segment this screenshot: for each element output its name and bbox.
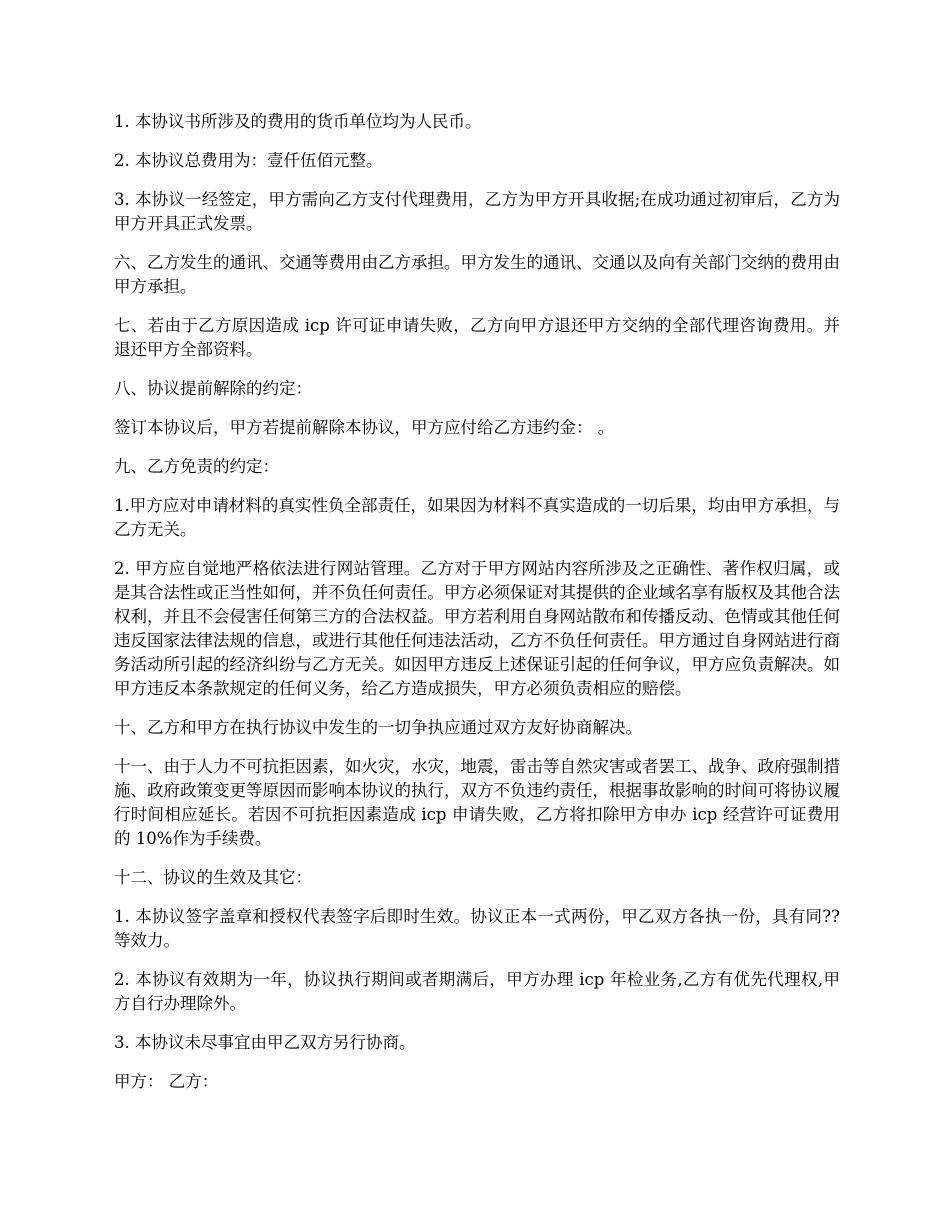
document-page [114,110,840,1109]
clause-total-fee: 2. 本协议总费用为：壹仟伍佰元整。 [114,151,383,170]
section-nine-heading: 九、乙方免责的约定： [114,457,279,476]
clause-early-termination: 签订本协议后，甲方若提前解除本协议，甲方应付给乙方违约金： 。 [114,418,615,437]
signature-line: 甲方： 乙方： [114,1072,219,1091]
section-eleven-force-majeure: 十一、由于人力不可抗拒因素，如火灾，水灾，地震，雷击等自然灾害或者罢工、战争、政府强制措施、政府政策变更等原因而影响本协议的执行，双方不负违约责任，根据事故影响的时间可将协议履行时间相应延长。若因不可抗拒因素造成 icp 申请失败，乙方将扣除甲方申办 icp 经营许可证费用的 10%作为手续费。 [114,757,840,848]
clause-payment-invoice: 3. 本协议一经签定，甲方需向乙方支付代理费用，乙方为甲方开具收据;在成功通过初审后，乙方为甲方开具正式发票。 [114,190,840,233]
section-eight-heading: 八、协议提前解除的约定： [114,379,312,398]
clause-validity-period: 2. 本协议有效期为一年，协议执行期间或者期满后，甲方办理 icp 年检业务,乙方有优先代理权,甲方自行办理除外。 [114,970,840,1013]
clause-currency: 1. 本协议书所涉及的费用的货币单位均为人民币。 [114,112,482,131]
clause-effectiveness: 1. 本协议签字盖章和授权代表签字后即时生效。协议正本一式两份，甲乙双方各执一份，具有同??等效力。 [114,907,840,950]
clause-other-matters: 3. 本协议未尽事宜由甲乙双方另行协商。 [114,1033,416,1052]
section-seven-refund: 七、若由于乙方原因造成 icp 许可证申请失败，乙方向甲方退还甲方交纳的全部代理咨询费用。并退还甲方全部资料。 [114,316,840,359]
section-ten-disputes: 十、乙方和甲方在执行协议中发生的一切争执应通过双方友好协商解决。 [114,718,642,737]
section-twelve-heading: 十二、协议的生效及其它： [114,868,312,887]
clause-website-management: 2. 甲方应自觉地严格依法进行网站管理。乙方对于甲方网站内容所涉及之正确性、著作权归属，或是其合法性或正当性如何，并不负任何责任。甲方必须保证对其提供的企业域名享有版权及其他合法权利，并且不会侵害任何第三方的合法权益。甲方若利用自身网站散布和传播反动、色情或其他任何违反国家法律法规的信息，或进行其他任何违法活动，乙方不负任何责任。甲方通过自身网站进行商务活动所引起的经济纠纷与乙方无关。如因甲方违反上述保证引起的任何争议，甲方应负责解决。如甲方违反本条款规定的任何义务，给乙方造成损失，甲方必须负责相应的赔偿。 [114,559,840,698]
section-six-expenses: 六、乙方发生的通讯、交通等费用由乙方承担。甲方发生的通讯、交通以及向有关部门交纳的费用由甲方承担。 [114,253,840,296]
clause-material-authenticity: 1.甲方应对申请材料的真实性负全部责任，如果因为材料不真实造成的一切后果，均由甲方承担，与乙方无关。 [114,496,840,539]
